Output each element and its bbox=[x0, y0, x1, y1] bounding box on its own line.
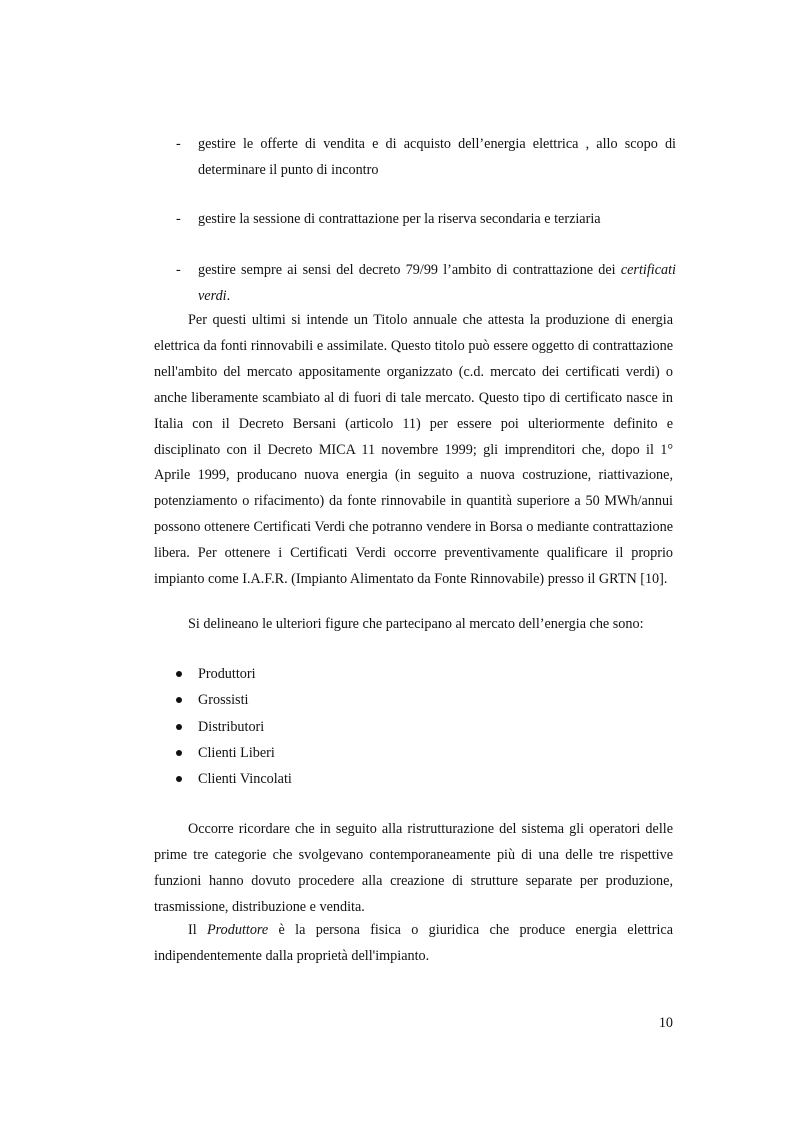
dash-item-text: gestire le offerte di vendita e di acquisto dell’energia elettrica , allo scopo di determinare il punto di incontro bbox=[198, 136, 676, 178]
paragraph-ristrutturazione: Occorre ricordare che in seguito alla ristrutturazione del sistema gli operatori delle prime tre categorie che svolgevano contemporaneamente più di una delle tre rispettive funzioni hanno dovuto procedere alla creazione di strutture separate per produzione, trasmissione, distribuzione e vendita. bbox=[154, 821, 673, 915]
bullet-icon bbox=[176, 750, 182, 756]
list-item: Clienti Vincolati bbox=[154, 766, 673, 792]
bullet-icon bbox=[176, 724, 182, 730]
italic-term: certificati verdi bbox=[198, 262, 676, 304]
list-item: Produttori bbox=[154, 661, 673, 687]
dash-marker: - bbox=[176, 262, 181, 278]
list-item: Grossisti bbox=[154, 687, 673, 713]
bullet-icon bbox=[176, 671, 182, 677]
bullet-list bbox=[154, 661, 673, 792]
paragraph-figure-mercato: Si delineano le ulteriori figure che partecipano al mercato dell’energia che sono: bbox=[188, 616, 644, 632]
dash-marker: - bbox=[176, 136, 181, 152]
dash-marker: - bbox=[176, 211, 181, 227]
dash-list-item bbox=[176, 206, 676, 232]
bullet-icon bbox=[176, 776, 182, 782]
dash-list-item bbox=[176, 257, 676, 309]
page-number: 10 bbox=[658, 1015, 673, 1031]
italic-term: Produttore bbox=[207, 922, 269, 938]
list-item: Clienti Liberi bbox=[154, 740, 673, 766]
paragraph-produttore: Il Produttore è la persona fisica o giuridica che produce energia elettrica indipendentemente dalla proprietà dell'impianto. bbox=[154, 922, 673, 964]
paragraph-certificati-verdi: Per questi ultimi si intende un Titolo annuale che attesta la produzione di energia elettrica da fonti rinnovabili e assimilate. Questo titolo può essere oggetto di contrattazione nell'ambito del mercato appositamente organizzato (c.d. mercato dei certificati verdi) o anche liberamente scambiato al di fuori di tale mercato. Questo tipo di certificato nasce in Italia con il Decreto Bersani (articolo 11) per essere poi ulteriormente definito e disciplinato con il Decreto MICA 11 novembre 1999; gli imprenditori che, dopo il 1° Aprile 1999, producano nuova energia (in seguito a nuova costruzione, riattivazione, potenziamento o rifacimento) da fonte rinnovabile in quantità superiore a 50 MWh/annui possono ottenere Certificati Verdi che potranno vendere in Borsa o mediante contrattazione libera. Per ottenere i Certificati Verdi occorre preventivamente qualificare il proprio impianto come I.A.F.R. (Impianto Alimentato da Fonte Rinnovabile) presso il GRTN [10]. bbox=[154, 312, 673, 588]
dash-item-text: gestire sempre ai sensi del decreto 79/99 l’ambito di contrattazione dei certificati verdi. bbox=[198, 262, 676, 304]
dash-item-text: gestire la sessione di contrattazione per la riserva secondaria e terziaria bbox=[198, 211, 601, 227]
bullet-icon bbox=[176, 697, 182, 703]
list-item: Distributori bbox=[154, 714, 673, 740]
dash-list-item bbox=[176, 131, 676, 183]
